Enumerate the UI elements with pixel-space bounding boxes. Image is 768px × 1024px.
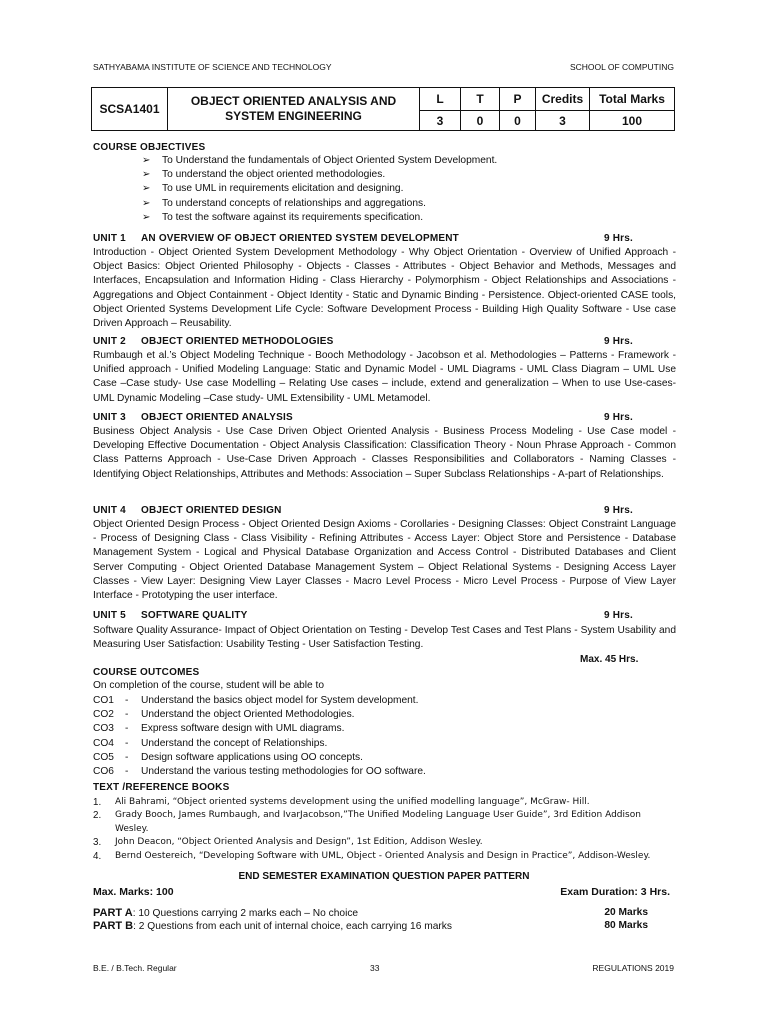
course-title-line2: SYSTEM ENGINEERING: [225, 109, 362, 123]
school-name: SCHOOL OF COMPUTING: [569, 62, 674, 72]
unit-4-content: Object Oriented Design Process - Object Oriented Design Axioms - Corollaries - Designing Classes: Object Constraint Language - Process of Designing Class - Class Visibility - Refining Attributes - Access Layer: Object Store and Persistence - Database Management System - Logical and Physical Database Organization and Access Control - Distributed Databases and Client Server Computing - Object Oriented Database Management System – Object Relational Systems - Designing Access Layer Classes - View Layer: Designing View Layer Classes - Macro Level Process - Micro Level Process - Purpose of View Layer Interface - Prototyping the user interface.: [93, 519, 676, 602]
outcomes-list: [93, 694, 426, 779]
book-item: 4. Bernd Oestereich, “Developing Software with UML, Object - Oriented Analysis and Design in Practice”, Addison-Wesley.: [93, 850, 651, 862]
unit-1-content: Introduction - Object Oriented System Development Methodology - Why Object Orientation - Overview of Unified Approach - Object Basics: Object Oriented Philosophy - Objects - Classes - Attributes - Object Behavior and Methods, Messages and Interfaces, Encapsulation and Information Hiding - Class Hierarchy - Polymorphism - Object Relationships and Associations - Aggregations and Object Containment - Object Identity - Static and Dynamic Binding - Persistence. Object-oriented CASE tools, Object Oriented Systems Development Life Cycle: Software Development Process - Building High Quality Software - Use case Driven Approach – Reusability.: [93, 247, 676, 330]
max-marks: Max. Marks: 100: [93, 886, 174, 898]
max-hours: Max. 45 Hrs.: [580, 654, 639, 665]
header-p: P: [500, 88, 536, 111]
part-b-marks: 80 Marks: [604, 920, 648, 931]
arrow-bullet-icon: ➢: [142, 211, 151, 223]
header-total-marks: Total Marks: [590, 88, 675, 111]
objective-item: ➢ To understand concepts of relationships and aggregations.: [142, 197, 497, 211]
unit-3-content: Business Object Analysis - Use Case Driven Object Oriented Analysis - Business Process Modeling - Use Case model - Developing Effective Documentation - Object Analysis Classification: Classification Theory - Noun Phrase Approach - Common Class Patterns Approach - Use-Case Driven Approach - Classes Responsibilities and Collaborators - Naming Classes - Identifying Object Relationships, Attributes and Methods: Association – Super Subclass Relationships - A-part of Relationships.: [93, 426, 676, 480]
page-number: 33: [370, 963, 380, 973]
unit-4-heading: UNIT 4 OBJECT ORIENTED DESIGN 9 Hrs.: [93, 505, 633, 516]
outcomes-intro: On completion of the course, student will be able to: [93, 680, 325, 691]
objectives-list: [142, 154, 497, 225]
objective-item: ➢ To use UML in requirements elicitation and designing.: [142, 182, 497, 196]
arrow-bullet-icon: ➢: [142, 197, 151, 209]
unit-3-heading: UNIT 3 OBJECT ORIENTED ANALYSIS 9 Hrs.: [93, 412, 633, 423]
institute-name: SATHYABAMA INSTITUTE OF SCIENCE AND TECHNOLOGY: [93, 62, 332, 72]
objective-item: ➢ To test the software against its requirements specification.: [142, 211, 497, 225]
outcome-item: CO1 - Understand the basics object model for System development.: [93, 695, 419, 706]
objective-item: ➢ To understand the object oriented methodologies.: [142, 168, 497, 182]
outcome-item: CO5 - Design software applications using OO concepts.: [93, 751, 363, 763]
books-heading: TEXT /REFERENCE BOOKS: [93, 782, 230, 793]
course-title: [168, 88, 420, 131]
book-item: 3. John Deacon, “Object Oriented Analysis and Design”, 1st Edition, Addison Wesley.: [93, 837, 483, 849]
objectives-heading: COURSE OBJECTIVES: [93, 142, 206, 153]
objective-item: ➢ To Understand the fundamentals of Object Oriented System Development.: [142, 154, 497, 168]
outcome-item: CO6 - Understand the various testing methodologies for OO software.: [93, 766, 426, 778]
arrow-bullet-icon: ➢: [142, 183, 151, 195]
unit-5-heading: UNIT 5 SOFTWARE QUALITY 9 Hrs.: [93, 610, 633, 621]
course-title-line1: OBJECT ORIENTED ANALYSIS AND: [190, 94, 397, 108]
book-item: 2. Grady Booch, James Rumbaugh, and IvarJacobson,”The Unified Modeling Language User Guide”, 3rd Edition Addison Wesley.: [93, 810, 641, 834]
header-l: L: [420, 88, 461, 111]
outcomes-heading: COURSE OUTCOMES: [93, 667, 200, 678]
value-p: 0: [500, 111, 536, 131]
value-t: 0: [461, 111, 500, 131]
value-total-marks: 100: [590, 111, 675, 131]
arrow-bullet-icon: ➢: [142, 155, 151, 166]
footer-program: B.E. / B.Tech. Regular: [93, 963, 177, 973]
header-t: T: [461, 88, 500, 111]
part-a-marks: 20 Marks: [604, 907, 648, 918]
book-item: 1. Ali Bahrami, “Object oriented systems development using the unified modelling language”, McGraw- Hill.: [93, 797, 590, 808]
exam-heading: END SEMESTER EXAMINATION QUESTION PAPER PATTERN: [238, 871, 530, 882]
outcome-item: CO4 - Understand the concept of Relationships.: [93, 737, 328, 749]
part-a-row: PART A: 10 Questions carrying 2 marks each – No choice: [93, 907, 359, 919]
header-credits: Credits: [536, 88, 590, 111]
books-list: [93, 796, 676, 863]
footer-regulation: REGULATIONS 2019: [592, 963, 674, 973]
value-credits: 3: [536, 111, 590, 131]
value-l: 3: [420, 111, 461, 131]
course-table: [91, 87, 675, 131]
unit-2-heading: UNIT 2 OBJECT ORIENTED METHODOLOGIES 9 Hrs.: [93, 336, 633, 347]
unit-5-content: Software Quality Assurance- Impact of Object Orientation on Testing - Develop Test Cases and Test Plans - System Usability and Measuring User Satisfaction: Usability Testing - User Satisfaction Testing.: [93, 625, 676, 651]
outcome-item: CO2 - Understand the object Oriented Methodologies.: [93, 709, 355, 721]
exam-duration: Exam Duration: 3 Hrs.: [560, 886, 670, 898]
unit-2-content: Rumbaugh et al.’s Object Modeling Technique - Booch Methodology - Jacobson et al. Methodologies – Patterns - Framework - Unified approach - Unified Modeling Language: Static and Dynamic Model - UML Diagrams - UML Class Diagram – UML Use Case –Case study- Use case Modelling – Relating Use cases – include, extend and generalization – When to use Use-cases- UML Dynamic Modeling –Case study- UML Extensibility - UML Metamodel.: [93, 350, 676, 404]
course-code: SCSA1401: [92, 88, 168, 131]
unit-1-heading: UNIT 1 AN OVERVIEW OF OBJECT ORIENTED SYSTEM DEVELOPMENT 9 Hrs.: [93, 233, 633, 244]
outcome-item: CO3 - Express software design with UML diagrams.: [93, 723, 345, 735]
arrow-bullet-icon: ➢: [142, 169, 151, 181]
part-b-row: PART B: 2 Questions from each unit of internal choice, each carrying 16 marks: [93, 920, 452, 932]
